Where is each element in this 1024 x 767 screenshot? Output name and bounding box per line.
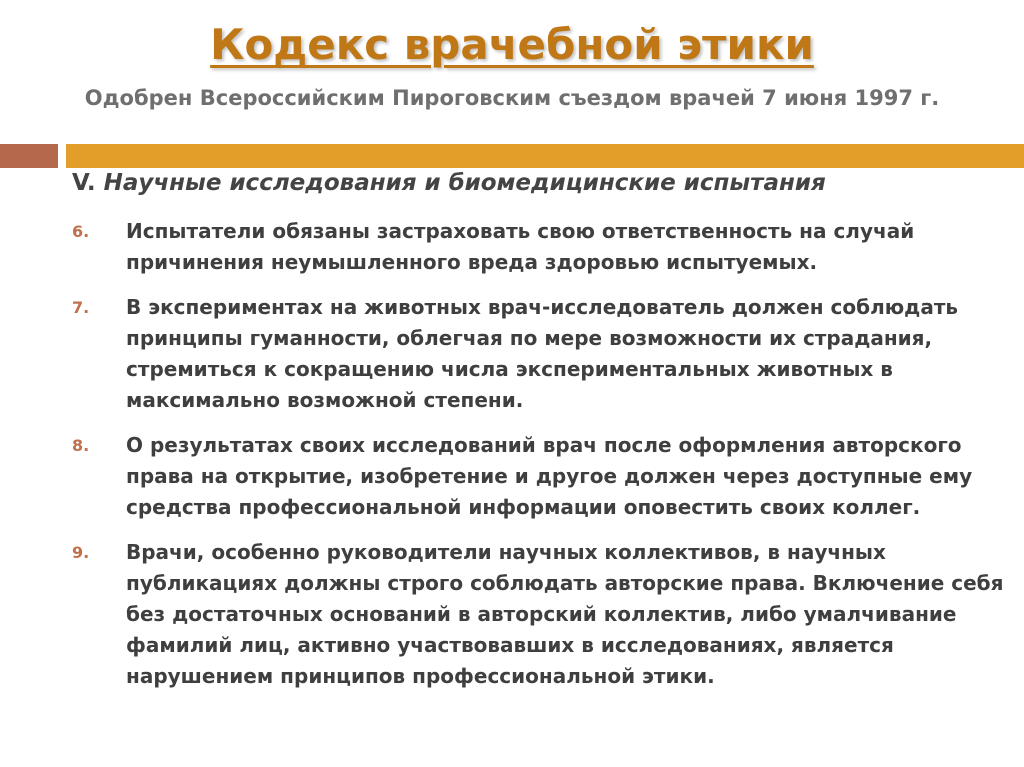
- slide-title: Кодекс врачебной этики: [210, 20, 814, 69]
- list-item: [72, 216, 1012, 278]
- list-item: [72, 537, 1012, 692]
- list-item-number: 9.: [72, 543, 90, 562]
- list-item-number: 8.: [72, 436, 90, 455]
- list-item-text: О результатах своих исследований врач после оформления авторского права на открытие, изобретение и другое должен через доступные ему средства профессиональной информации оповестить своих коллег.: [126, 433, 973, 519]
- list-item-number: 7.: [72, 298, 90, 317]
- list-item-number: 6.: [72, 222, 90, 241]
- decorative-bar-left: [0, 144, 58, 168]
- section-heading: [72, 170, 1012, 196]
- list-item-text: Врачи, особенно руководители научных коллективов, в научных публикациях должны строго соблюдать авторские права. Включение себя без достаточных оснований в авторский коллектив, либо умалчивание фамилий лиц, активно участвовавших в исследованиях, является нарушением принципов профессиональной этики.: [126, 540, 1004, 688]
- decorative-bar-right: [66, 144, 1024, 168]
- list-item-text: В экспериментах на животных врач-исследователь должен соблюдать принципы гуманности, облегчая по мере возможности их страдания, стремиться к сокращению числа экспериментальных животных в максимально возможной степени.: [126, 295, 959, 412]
- section-number: V.: [72, 170, 96, 196]
- list-item-text: Испытатели обязаны застраховать свою ответственность на случай причинения неумышленного вреда здоровью испытуемых.: [126, 219, 915, 274]
- list-item: [72, 292, 1012, 416]
- list-item: [72, 430, 1012, 523]
- slide-subtitle: Одобрен Всероссийским Пироговским съездом врачей 7 июня 1997 г.: [84, 86, 940, 110]
- section-title: Научные исследования и биомедицинские испытания: [103, 170, 826, 196]
- numbered-list: [72, 216, 1012, 706]
